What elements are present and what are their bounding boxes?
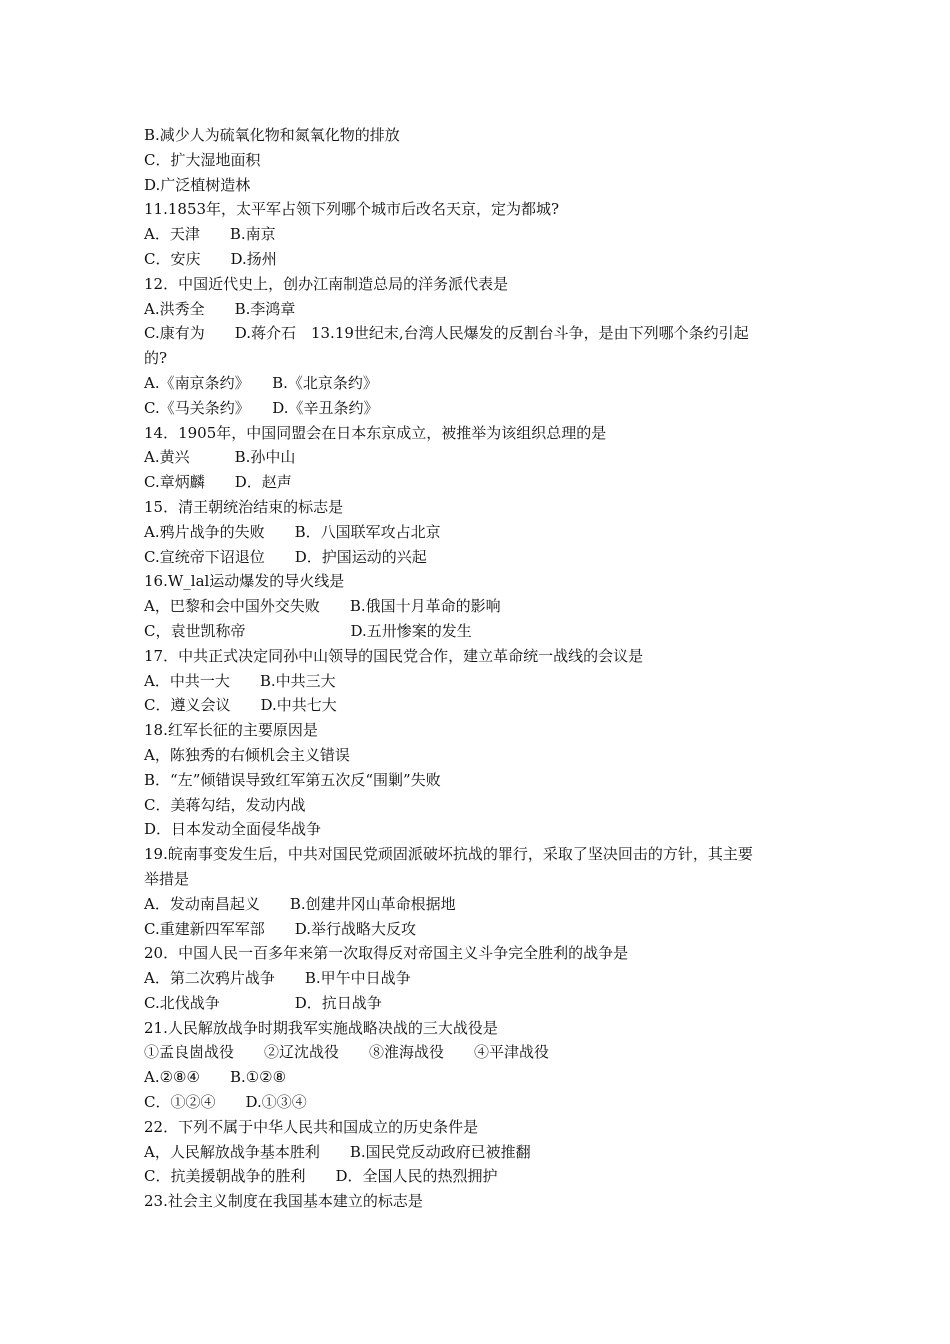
text-line: 举措是 (144, 869, 190, 888)
text-line: A，巴黎和会中国外交失败 B.俄国十月革命的影响 (144, 597, 501, 616)
question-11: 11.1853年，太平军占领下列哪个城市后改名天京，定为都城? (144, 200, 560, 219)
question-13: C.康有为 D.蒋介石 13.19世纪末,台湾人民爆发的反割台斗争，是由下列哪个条约引起 (144, 324, 749, 343)
question-19: 19.皖南事变发生后，中共对国民党顽固派破坏抗战的罪行，采取了坚决回击的方针，其主要 (144, 845, 753, 864)
text-line: A，陈独秀的右倾机会主义错误 (144, 745, 350, 764)
text-line: C.北伐战争 D．抗日战争 (144, 993, 382, 1012)
text-line: C.章炳麟 D．赵声 (144, 473, 292, 492)
question-16: 16.W_lal运动爆发的导火线是 (144, 572, 345, 591)
document-body (144, 123, 824, 1214)
question-17: 17．中共正式决定同孙中山领导的国民党合作，建立革命统一战线的会议是 (144, 646, 644, 665)
text-line: A.《南京条约》 B.《北京条约》 (144, 373, 378, 392)
text-line: A.黄兴 B.孙中山 (144, 448, 296, 467)
text-line: ①孟良崮战役 ②辽沈战役 ⑧淮海战役 ④平津战役 (144, 1043, 550, 1062)
question-20: 20．中国人民一百多年来第一次取得反对帝国主义斗争完全胜利的战争是 (144, 944, 629, 963)
text-line: A．天津 B.南京 (144, 225, 276, 244)
question-18: 18.红军长征的主要原因是 (144, 721, 318, 740)
question-14: 14．1905年，中国同盟会在日本东京成立，被推举为该组织总理的是 (144, 423, 607, 442)
text-line: B.减少人为硫氧化物和氮氧化物的排放 (144, 126, 400, 144)
text-line: A．第二次鸦片战争 B.甲午中日战争 (144, 969, 411, 988)
text-line: A.鸦片战争的失败 B．八国联军攻占北京 (144, 522, 441, 541)
text-line: A.②⑧④ B.①②⑧ (144, 1068, 287, 1087)
question-12: 12．中国近代史上，创办江南制造总局的洋务派代表是 (144, 274, 509, 293)
question-22: 22．下列不属于中华人民共和国成立的历史条件是 (144, 1117, 479, 1136)
text-line: C，袁世凯称帝 D.五卅惨案的发生 (144, 621, 472, 640)
text-line: C．安庆 D.扬州 (144, 249, 277, 268)
text-line: C．①②④ D.①③④ (144, 1093, 307, 1112)
text-line: C．扩大湿地面积 (144, 150, 261, 169)
question-23: 23.社会主义制度在我国基本建立的标志是 (144, 1192, 423, 1211)
text-line: C．抗美援朝战争的胜利 D．全国人民的热烈拥护 (144, 1167, 498, 1186)
text-line: A.洪秀全 B.李鸿章 (144, 299, 296, 318)
text-line: C.重建新四军军部 D.举行战略大反攻 (144, 919, 416, 938)
text-line: D.广泛植树造林 (144, 175, 251, 194)
text-line: C．美蒋勾结，发动内战 (144, 795, 306, 814)
question-21: 21.人民解放战争时期我军实施战略决战的三大战役是 (144, 1018, 498, 1037)
text-line: C.宣统帝下诏退位 D．护国运动的兴起 (144, 547, 427, 566)
text-line: B．“左”倾错误导致红军第五次反“围剿”失败 (144, 770, 441, 789)
text-line: A．发动南昌起义 B.创建井冈山革命根据地 (144, 894, 456, 913)
text-line: A．中共一大 B.中共三大 (144, 671, 336, 690)
text-line: D．日本发动全面侵华战争 (144, 820, 322, 839)
question-15: 15．清王朝统治结束的标志是 (144, 497, 344, 516)
text-line: C．遵义会议 D.中共七大 (144, 696, 337, 715)
text-line: A，人民解放战争基本胜利 B.国民党反动政府已被推翻 (144, 1142, 531, 1161)
text-line: C.《马关条约》 D.《辛丑条约》 (144, 398, 379, 417)
text-line: 的? (144, 349, 168, 368)
